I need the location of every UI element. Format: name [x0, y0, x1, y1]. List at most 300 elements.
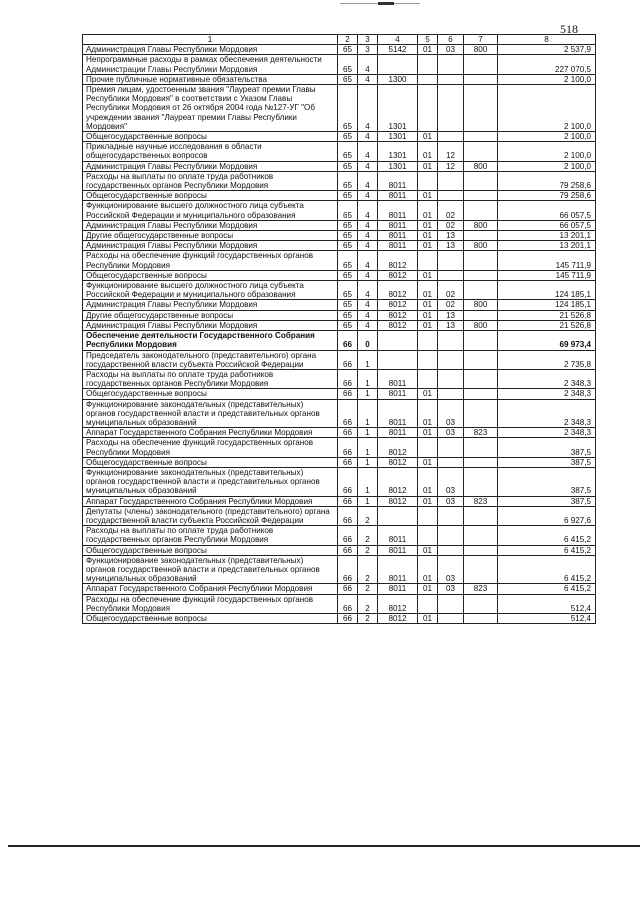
- row-division-code: 01: [418, 270, 438, 280]
- row-article-code: 8011: [378, 220, 418, 230]
- row-article-code: 1301: [378, 132, 418, 142]
- row-division-code: 01: [418, 399, 438, 428]
- row-ministry-code: 65: [338, 55, 358, 74]
- row-section-code: 1: [358, 399, 378, 428]
- row-expense-type-code: [464, 231, 498, 241]
- table-row: [83, 74, 596, 84]
- row-amount: 2 348,3: [498, 399, 596, 428]
- row-expense-type-code: [464, 594, 498, 613]
- row-ministry-code: 65: [338, 220, 358, 230]
- row-division-code: 01: [418, 457, 438, 467]
- row-article-code: 8011: [378, 399, 418, 428]
- row-ministry-code: 66: [338, 457, 358, 467]
- row-division-code: 01: [418, 584, 438, 594]
- row-expense-type-code: [464, 85, 498, 132]
- row-division-code: 01: [418, 389, 438, 399]
- row-ministry-code: 66: [338, 526, 358, 545]
- row-article-code: [378, 506, 418, 525]
- row-article-code: 8011: [378, 428, 418, 438]
- row-name: Премия лицам, удостоенным звания "Лауреат премии Главы Республики Мордовия" в соответствии с Указом Главы Республики Мордовия от 26 октября 2004 года №127-УГ "Об учреждении звания "Лауреат премии Главы Республики Мордовия": [83, 85, 338, 132]
- row-name: Расходы на обеспечение функций государственных органов Республики Мордовия: [83, 594, 338, 613]
- row-article-code: [378, 350, 418, 369]
- row-amount: 21 526,8: [498, 310, 596, 320]
- row-article-code: [378, 55, 418, 74]
- row-section-code: 4: [358, 241, 378, 251]
- row-expense-type-code: [464, 270, 498, 280]
- row-division-code: [418, 350, 438, 369]
- table-row: [83, 594, 596, 613]
- table-row: [83, 142, 596, 161]
- row-amount: 512,4: [498, 594, 596, 613]
- row-expense-type-code: [464, 55, 498, 74]
- row-article-code: 8011: [378, 389, 418, 399]
- row-amount: 69 973,4: [498, 331, 596, 350]
- row-expense-type-code: [464, 506, 498, 525]
- row-section-code: 4: [358, 161, 378, 171]
- row-article-code: 8012: [378, 613, 418, 623]
- row-expense-type-code: [464, 171, 498, 190]
- row-subdivision-code: 02: [438, 201, 464, 220]
- row-amount: 66 057,5: [498, 201, 596, 220]
- row-expense-type-code: [464, 142, 498, 161]
- column-header-division: 5: [418, 35, 438, 45]
- row-article-code: 8011: [378, 231, 418, 241]
- row-section-code: 1: [358, 389, 378, 399]
- row-amount: 2 735,8: [498, 350, 596, 369]
- row-section-code: 0: [358, 331, 378, 350]
- row-expense-type-code: 800: [464, 241, 498, 251]
- row-amount: 387,5: [498, 496, 596, 506]
- row-name: Администрация Главы Республики Мордовия: [83, 220, 338, 230]
- row-amount: 2 100,0: [498, 85, 596, 132]
- row-expense-type-code: [464, 389, 498, 399]
- row-expense-type-code: [464, 613, 498, 623]
- row-ministry-code: 65: [338, 241, 358, 251]
- row-article-code: 8012: [378, 467, 418, 496]
- row-name: Другие общегосударственные вопросы: [83, 231, 338, 241]
- table-row: [83, 132, 596, 142]
- table-row: [83, 331, 596, 350]
- row-ministry-code: 66: [338, 438, 358, 457]
- table-row: [83, 281, 596, 300]
- row-amount: 2 348,3: [498, 428, 596, 438]
- row-name: Аппарат Государственного Собрания Республики Мордовия: [83, 428, 338, 438]
- row-division-code: [418, 74, 438, 84]
- column-header-expense-type: 7: [464, 35, 498, 45]
- row-subdivision-code: [438, 331, 464, 350]
- table-row: [83, 350, 596, 369]
- row-section-code: 1: [358, 350, 378, 369]
- row-section-code: 3: [358, 45, 378, 55]
- row-ministry-code: 66: [338, 331, 358, 350]
- table-row: [83, 241, 596, 251]
- row-division-code: [418, 55, 438, 74]
- row-ministry-code: 65: [338, 320, 358, 330]
- row-expense-type-code: [464, 457, 498, 467]
- row-expense-type-code: [464, 467, 498, 496]
- row-name: Функционирование законодательных (представительных) органов государственной власти и представительных органов муниципальных образований: [83, 555, 338, 584]
- row-article-code: 8011: [378, 241, 418, 251]
- row-subdivision-code: [438, 251, 464, 270]
- row-expense-type-code: [464, 545, 498, 555]
- row-section-code: 2: [358, 594, 378, 613]
- row-article-code: 1301: [378, 85, 418, 132]
- row-subdivision-code: [438, 457, 464, 467]
- row-ministry-code: 66: [338, 506, 358, 525]
- row-amount: 6 415,2: [498, 555, 596, 584]
- row-division-code: 01: [418, 132, 438, 142]
- table-row: [83, 171, 596, 190]
- row-expense-type-code: 800: [464, 320, 498, 330]
- row-name: Общегосударственные вопросы: [83, 457, 338, 467]
- row-name: Администрация Главы Республики Мордовия: [83, 241, 338, 251]
- row-section-code: 4: [358, 171, 378, 190]
- row-expense-type-code: 800: [464, 300, 498, 310]
- row-name: Непрограммные расходы в рамках обеспечения деятельности Администрации Главы Республики Мордовия: [83, 55, 338, 74]
- row-amount: 6 927,6: [498, 506, 596, 525]
- row-section-code: 4: [358, 270, 378, 280]
- table-row: [83, 320, 596, 330]
- row-section-code: 4: [358, 132, 378, 142]
- row-subdivision-code: 12: [438, 161, 464, 171]
- row-division-code: [418, 506, 438, 525]
- row-subdivision-code: 03: [438, 555, 464, 584]
- row-division-code: [418, 594, 438, 613]
- column-header-subdivision: 6: [438, 35, 464, 45]
- row-article-code: 8011: [378, 201, 418, 220]
- row-expense-type-code: 800: [464, 220, 498, 230]
- row-ministry-code: 65: [338, 74, 358, 84]
- table-row: [83, 55, 596, 74]
- row-section-code: 4: [358, 191, 378, 201]
- row-article-code: 8012: [378, 594, 418, 613]
- row-name: Общегосударственные вопросы: [83, 389, 338, 399]
- row-subdivision-code: 02: [438, 281, 464, 300]
- row-section-code: 4: [358, 320, 378, 330]
- row-name: Общегосударственные вопросы: [83, 613, 338, 623]
- row-name: Администрация Главы Республики Мордовия: [83, 161, 338, 171]
- row-subdivision-code: 02: [438, 300, 464, 310]
- row-division-code: [418, 438, 438, 457]
- row-section-code: 4: [358, 201, 378, 220]
- row-section-code: 1: [358, 438, 378, 457]
- row-subdivision-code: 03: [438, 496, 464, 506]
- row-expense-type-code: [464, 369, 498, 388]
- row-section-code: 4: [358, 310, 378, 320]
- row-subdivision-code: [438, 55, 464, 74]
- row-expense-type-code: [464, 201, 498, 220]
- row-ministry-code: 66: [338, 350, 358, 369]
- row-article-code: [378, 331, 418, 350]
- row-division-code: 01: [418, 241, 438, 251]
- row-section-code: 2: [358, 584, 378, 594]
- row-subdivision-code: [438, 270, 464, 280]
- row-subdivision-code: 03: [438, 428, 464, 438]
- table-row: [83, 270, 596, 280]
- row-name: Аппарат Государственного Собрания Республики Мордовия: [83, 584, 338, 594]
- row-name: Администрация Главы Республики Мордовия: [83, 300, 338, 310]
- row-division-code: 01: [418, 231, 438, 241]
- row-article-code: 8012: [378, 310, 418, 320]
- table-row: [83, 555, 596, 584]
- row-division-code: 01: [418, 45, 438, 55]
- row-section-code: 4: [358, 231, 378, 241]
- row-subdivision-code: 13: [438, 320, 464, 330]
- row-article-code: 8012: [378, 251, 418, 270]
- row-subdivision-code: [438, 438, 464, 457]
- row-article-code: 8011: [378, 171, 418, 190]
- row-subdivision-code: 03: [438, 399, 464, 428]
- row-name: Председатель законодательного (представительного) органа государственной власти субъекта Российской Федерации: [83, 350, 338, 369]
- row-amount: 387,5: [498, 467, 596, 496]
- row-division-code: [418, 526, 438, 545]
- budget-table: [82, 34, 596, 624]
- row-amount: 387,5: [498, 457, 596, 467]
- row-section-code: 4: [358, 142, 378, 161]
- row-article-code: 1301: [378, 161, 418, 171]
- row-article-code: 8011: [378, 191, 418, 201]
- row-division-code: [418, 251, 438, 270]
- row-name: Общегосударственные вопросы: [83, 191, 338, 201]
- row-ministry-code: 65: [338, 85, 358, 132]
- table-row: [83, 389, 596, 399]
- row-expense-type-code: 800: [464, 45, 498, 55]
- table-row: [83, 45, 596, 55]
- table-row: [83, 201, 596, 220]
- scan-mark-top-dark: [378, 2, 394, 5]
- row-amount: 2 100,0: [498, 161, 596, 171]
- row-section-code: 1: [358, 428, 378, 438]
- row-division-code: 01: [418, 428, 438, 438]
- row-ministry-code: 66: [338, 545, 358, 555]
- row-amount: 66 057,5: [498, 220, 596, 230]
- row-expense-type-code: [464, 310, 498, 320]
- row-section-code: 2: [358, 506, 378, 525]
- row-section-code: 4: [358, 55, 378, 74]
- row-subdivision-code: [438, 389, 464, 399]
- row-name: Общегосударственные вопросы: [83, 545, 338, 555]
- row-ministry-code: 65: [338, 281, 358, 300]
- row-section-code: 2: [358, 526, 378, 545]
- budget-table-container: [82, 34, 595, 624]
- row-subdivision-code: [438, 526, 464, 545]
- row-ministry-code: 66: [338, 467, 358, 496]
- row-amount: 6 415,2: [498, 545, 596, 555]
- row-subdivision-code: [438, 191, 464, 201]
- column-header-ministry: 2: [338, 35, 358, 45]
- row-article-code: 8012: [378, 438, 418, 457]
- row-subdivision-code: 03: [438, 467, 464, 496]
- row-amount: 21 526,8: [498, 320, 596, 330]
- row-ministry-code: 65: [338, 310, 358, 320]
- table-row: [83, 545, 596, 555]
- row-ministry-code: 66: [338, 369, 358, 388]
- row-amount: 79 258,6: [498, 191, 596, 201]
- row-name: Общегосударственные вопросы: [83, 270, 338, 280]
- row-amount: 2 537,9: [498, 45, 596, 55]
- row-amount: 2 100,0: [498, 142, 596, 161]
- row-expense-type-code: [464, 399, 498, 428]
- row-expense-type-code: 823: [464, 428, 498, 438]
- row-expense-type-code: 823: [464, 584, 498, 594]
- row-section-code: 2: [358, 545, 378, 555]
- column-header-amount: 8: [498, 35, 596, 45]
- row-amount: 13 201,1: [498, 231, 596, 241]
- table-row: [83, 220, 596, 230]
- row-division-code: 01: [418, 300, 438, 310]
- row-article-code: 8012: [378, 320, 418, 330]
- row-subdivision-code: 12: [438, 142, 464, 161]
- row-division-code: 01: [418, 467, 438, 496]
- row-expense-type-code: [464, 331, 498, 350]
- row-subdivision-code: 13: [438, 310, 464, 320]
- row-article-code: 8011: [378, 526, 418, 545]
- row-amount: 227 070,5: [498, 55, 596, 74]
- table-row: [83, 467, 596, 496]
- row-amount: 2 100,0: [498, 74, 596, 84]
- row-section-code: 1: [358, 496, 378, 506]
- table-row: [83, 613, 596, 623]
- row-section-code: 1: [358, 467, 378, 496]
- row-division-code: 01: [418, 201, 438, 220]
- row-article-code: 1300: [378, 74, 418, 84]
- row-section-code: 4: [358, 220, 378, 230]
- row-subdivision-code: [438, 74, 464, 84]
- row-subdivision-code: 02: [438, 220, 464, 230]
- row-ministry-code: 65: [338, 270, 358, 280]
- row-division-code: 01: [418, 161, 438, 171]
- row-amount: 124 185,1: [498, 300, 596, 310]
- table-row: [83, 231, 596, 241]
- row-subdivision-code: [438, 369, 464, 388]
- row-section-code: 4: [358, 85, 378, 132]
- row-subdivision-code: [438, 350, 464, 369]
- row-name: Функционирование законодательных (представительных) органов государственной власти и представительных органов муниципальных образований: [83, 467, 338, 496]
- row-ministry-code: 66: [338, 399, 358, 428]
- row-name: Прочие публичные нормативные обязательства: [83, 74, 338, 84]
- row-subdivision-code: [438, 545, 464, 555]
- row-subdivision-code: 13: [438, 231, 464, 241]
- row-subdivision-code: [438, 132, 464, 142]
- table-row: [83, 310, 596, 320]
- row-article-code: 8011: [378, 584, 418, 594]
- row-division-code: [418, 85, 438, 132]
- row-division-code: 01: [418, 142, 438, 161]
- row-expense-type-code: [464, 281, 498, 300]
- row-amount: 79 258,6: [498, 171, 596, 190]
- row-expense-type-code: [464, 350, 498, 369]
- row-amount: 387,5: [498, 438, 596, 457]
- table-row: [83, 191, 596, 201]
- row-division-code: [418, 331, 438, 350]
- row-section-code: 2: [358, 613, 378, 623]
- row-name: Обеспечение деятельности Государственного Собрания Республики Мордовия: [83, 331, 338, 350]
- table-row: [83, 457, 596, 467]
- row-division-code: 01: [418, 191, 438, 201]
- table-row: [83, 496, 596, 506]
- row-section-code: 4: [358, 251, 378, 270]
- row-ministry-code: 65: [338, 45, 358, 55]
- column-header-name: 1: [83, 35, 338, 45]
- row-expense-type-code: [464, 438, 498, 457]
- row-name: Функционирование законодательных (представительных) органов государственной власти и представительных органов муниципальных образований: [83, 399, 338, 428]
- row-amount: 2 100,0: [498, 132, 596, 142]
- row-subdivision-code: 13: [438, 241, 464, 251]
- row-division-code: 01: [418, 310, 438, 320]
- row-expense-type-code: 800: [464, 161, 498, 171]
- row-expense-type-code: 823: [464, 496, 498, 506]
- row-ministry-code: 65: [338, 171, 358, 190]
- page-number: 518: [560, 22, 578, 36]
- row-name: Функционирование высшего должностного лица субъекта Российской Федерации и муниципального образования: [83, 201, 338, 220]
- table-row: [83, 85, 596, 132]
- page-bottom-rule: [8, 845, 640, 847]
- table-row: [83, 251, 596, 270]
- row-ministry-code: 66: [338, 555, 358, 584]
- row-article-code: 8011: [378, 545, 418, 555]
- row-subdivision-code: 03: [438, 584, 464, 594]
- row-name: Другие общегосударственные вопросы: [83, 310, 338, 320]
- row-ministry-code: 66: [338, 389, 358, 399]
- row-ministry-code: 65: [338, 251, 358, 270]
- row-amount: 6 415,2: [498, 526, 596, 545]
- row-name: Общегосударственные вопросы: [83, 132, 338, 142]
- row-section-code: 1: [358, 369, 378, 388]
- row-article-code: 8012: [378, 281, 418, 300]
- table-header-row: [83, 35, 596, 45]
- row-expense-type-code: [464, 191, 498, 201]
- row-subdivision-code: 03: [438, 45, 464, 55]
- column-header-section: 3: [358, 35, 378, 45]
- row-ministry-code: 65: [338, 300, 358, 310]
- row-division-code: [418, 369, 438, 388]
- row-section-code: 2: [358, 555, 378, 584]
- row-ministry-code: 66: [338, 594, 358, 613]
- row-expense-type-code: [464, 132, 498, 142]
- row-article-code: 8012: [378, 270, 418, 280]
- row-ministry-code: 65: [338, 231, 358, 241]
- row-name: Администрация Главы Республики Мордовия: [83, 320, 338, 330]
- row-name: Расходы на выплаты по оплате труда работников государственных органов Республики Мордовия: [83, 369, 338, 388]
- table-row: [83, 300, 596, 310]
- row-ministry-code: 65: [338, 161, 358, 171]
- row-ministry-code: 65: [338, 142, 358, 161]
- column-header-article: 4: [378, 35, 418, 45]
- row-article-code: 8012: [378, 300, 418, 310]
- row-name: Функционирование высшего должностного лица субъекта Российской Федерации и муниципального образования: [83, 281, 338, 300]
- row-amount: 2 348,3: [498, 369, 596, 388]
- row-section-code: 4: [358, 74, 378, 84]
- row-subdivision-code: [438, 506, 464, 525]
- table-row: [83, 438, 596, 457]
- table-row: [83, 399, 596, 428]
- row-expense-type-code: [464, 555, 498, 584]
- row-subdivision-code: [438, 613, 464, 623]
- row-ministry-code: 65: [338, 132, 358, 142]
- row-name: Расходы на обеспечение функций государственных органов Республики Мордовия: [83, 251, 338, 270]
- row-article-code: 8011: [378, 555, 418, 584]
- row-amount: 145 711,9: [498, 251, 596, 270]
- row-name: Администрация Главы Республики Мордовия: [83, 45, 338, 55]
- row-amount: 124 185,1: [498, 281, 596, 300]
- row-ministry-code: 65: [338, 201, 358, 220]
- row-ministry-code: 66: [338, 584, 358, 594]
- row-amount: 2 348,3: [498, 389, 596, 399]
- table-body: [83, 45, 596, 624]
- row-section-code: 1: [358, 457, 378, 467]
- row-division-code: 01: [418, 496, 438, 506]
- row-subdivision-code: [438, 85, 464, 132]
